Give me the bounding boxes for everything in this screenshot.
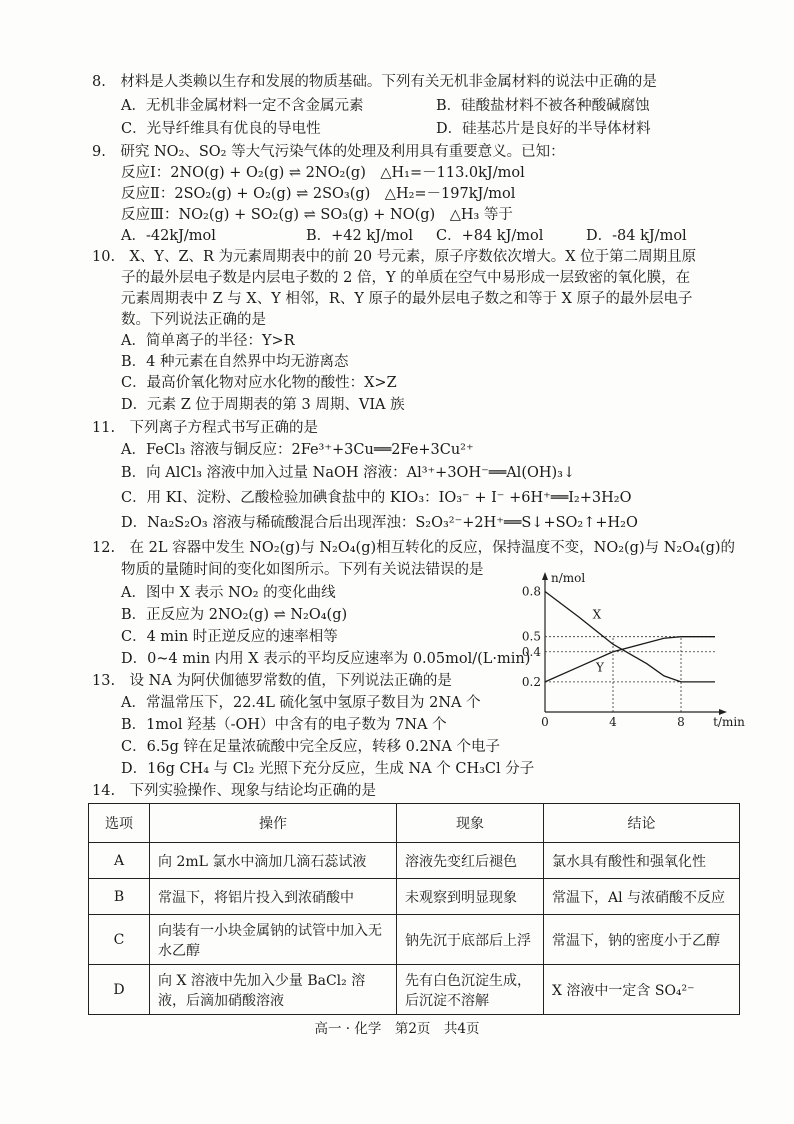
q12-option-a: A．图中 X 表示 NO₂ 的变化曲线 <box>121 585 336 601</box>
y-tick-label: 0.4 <box>521 644 541 659</box>
chart-gridlines <box>545 637 715 712</box>
q13-stem: 13. 设 NA 为阿伏伽德罗常数的值，下列说法正确的是 <box>92 673 452 689</box>
q11-option-c: C．用 KI、淀粉、乙酸检验加碘食盐中的 KIO₃：IO₃⁻ + I⁻ +6H⁺══I₂+3H₂O <box>121 490 632 506</box>
y-tick-label: 0.2 <box>521 674 541 689</box>
page-footer: 高一 · 化学 第2页 共4页 <box>314 1021 480 1037</box>
q9-option-d: D．-84 kJ/mol <box>586 228 687 244</box>
q9-reaction-3: 反应Ⅲ：NO₂(g) + SO₂(g) ⇌ SO₃(g) + NO(g) △H₃ 等于 <box>121 207 513 223</box>
y-tick-label: 0.5 <box>521 629 541 644</box>
q10-option-c: C．最高价氧化物对应水化物的酸性：X>Z <box>121 375 397 391</box>
q12-stem-line-1: 12. 在 2L 容器中发生 NO₂(g)与 N₂O₄(g)相互转化的反应，保持温度不变，NO₂(g)与 N₂O₄(g)的 <box>92 540 736 556</box>
row-a-operation: 向 2mL 氯水中滴加几滴石蕊试液 <box>150 843 397 879</box>
q10-stem-line-3: 元素周期表中 Z 与 X、Y 相邻，R、Y 原子的最外层电子数之和等于 X 原子的最外层电子 <box>121 291 693 307</box>
table-header-row <box>89 804 740 843</box>
q9-reaction-2: 反应Ⅱ：2SO₂(g) + O₂(g) ⇌ 2SO₃(g) △H₂=－197kJ/mol <box>121 186 516 202</box>
q12-option-c: C．4 min 时正逆反应的速率相等 <box>121 629 338 645</box>
chart-labels <box>522 571 745 729</box>
q10-option-a: A．简单离子的半径：Y>R <box>121 333 295 349</box>
q13-option-b: B．1mol 羟基（-OH）中含有的电子数为 7NA 个 <box>121 717 447 733</box>
q10-stem-line-1: 10. X、Y、Z、R 为元素周期表中的前 20 号元素，原子序数依次增大。X 位于第二周期且原 <box>92 249 697 265</box>
q8-option-c: C．光导纤维具有优良的导电性 <box>121 121 321 137</box>
header-conclusion: 结论 <box>544 804 740 843</box>
x-tick-label: 8 <box>677 715 685 729</box>
x-tick-label: 0 <box>541 715 549 729</box>
row-c-operation: 向装有一小块金属钠的试管中加入无水乙醇 <box>150 915 397 965</box>
q11-option-a: A．FeCl₃ 溶液与铜反应：2Fe³⁺+3Cu══2Fe+3Cu²⁺ <box>121 442 474 458</box>
header-phenomenon: 现象 <box>397 804 544 843</box>
table-row <box>89 915 740 965</box>
row-a-option: A <box>89 843 150 879</box>
table-row <box>89 879 740 915</box>
y-axis-arrow <box>542 572 548 580</box>
q10-stem-line-2: 子的最外层电子数是内层电子数的 2 倍，Y 的单质在空气中易形成一层致密的氧化膜，在 <box>121 270 691 286</box>
q12-option-b: B．正反应为 2NO₂(g) ⇌ N₂O₄(g) <box>121 607 348 623</box>
table-row <box>89 843 740 879</box>
q8-option-d: D．硅基芯片是良好的半导体材料 <box>436 121 651 137</box>
q9-option-b: B．+42 kJ/mol <box>306 228 413 244</box>
row-c-phenomenon: 钠先沉于底部后上浮 <box>397 915 544 965</box>
x-tick-label: 4 <box>609 715 617 729</box>
q12-chart <box>510 571 745 729</box>
q10-option-d: D．元素 Z 位于周期表的第 3 周期、VIA 族 <box>121 397 405 413</box>
q12-option-d: D．0~4 min 内用 X 表示的平均反应速率为 0.05mol/(L·min) <box>121 651 531 667</box>
q14-stem: 14. 下列实验操作、现象与结论均正确的是 <box>92 783 377 799</box>
series-label-X: X <box>592 607 602 622</box>
y-axis-label: n/mol <box>551 571 586 585</box>
q9-reaction-1: 反应Ⅰ：2NO(g) + O₂(g) ⇌ 2NO₂(g) △H₁=－113.0kJ/mol <box>121 165 525 181</box>
table-row <box>89 965 740 1015</box>
y-tick-label: 0.8 <box>521 584 541 599</box>
series-line-Y <box>545 637 715 682</box>
row-d-option: D <box>89 965 150 1015</box>
q14-table <box>88 803 740 1015</box>
q9-stem: 9. 研究 NO₂、SO₂ 等大气污染气体的处理及利用具有重要意义。已知： <box>92 144 565 160</box>
q11-option-b: B．向 AlCl₃ 溶液中加入过量 NaOH 溶液：Al³⁺+3OH⁻══Al(OH)₃↓ <box>121 465 576 481</box>
series-label-Y: Y <box>596 660 604 675</box>
q8-option-b: B．硅酸盐材料不被各种酸碱腐蚀 <box>436 98 650 114</box>
q10-option-b: B．4 种元素在自然界中均无游离态 <box>121 354 349 370</box>
row-d-conclusion: X 溶液中一定含 SO₄²⁻ <box>544 965 740 1015</box>
row-a-conclusion: 氯水具有酸性和强氧化性 <box>544 843 740 879</box>
row-b-operation: 常温下，将铝片投入到浓硝酸中 <box>150 879 397 915</box>
row-d-operation: 向 X 溶液中先加入少量 BaCl₂ 溶液，后滴加硝酸溶液 <box>150 965 397 1015</box>
row-c-option: C <box>89 915 150 965</box>
x-axis-label: t/min <box>713 715 745 729</box>
q11-stem: 11. 下列离子方程式书写正确的是 <box>92 420 319 436</box>
q8-option-a: A．无机非金属材料一定不含金属元素 <box>121 98 364 114</box>
q9-option-c: C．+84 kJ/mol <box>436 228 544 244</box>
row-d-phenomenon: 先有白色沉淀生成，后沉淀不溶解 <box>397 965 544 1015</box>
chart-axes <box>542 572 727 715</box>
q13-option-a: A．常温常压下，22.4L 硫化氢中氢原子数目为 2NA 个 <box>121 695 481 711</box>
row-b-option: B <box>89 879 150 915</box>
row-c-conclusion: 常温下，钠的密度小于乙醇 <box>544 915 740 965</box>
q13-option-d: D．16g CH₄ 与 Cl₂ 光照下充分反应，生成 NA 个 CH₃Cl 分子 <box>121 761 535 777</box>
q9-option-a: A．-42kJ/mol <box>121 228 216 244</box>
q11-option-d: D．Na₂S₂O₃ 溶液与稀硫酸混合后出现浑浊：S₂O₃²⁻+2H⁺══S↓+SO₂↑+H₂O <box>121 515 638 531</box>
row-b-phenomenon: 未观察到明显现象 <box>397 879 544 915</box>
q13-option-c: C．6.5g 锌在足量浓硫酸中完全反应，转移 0.2NA 个电子 <box>121 739 500 755</box>
q12-stem-line-2: 物质的量随时间的变化如图所示。下列有关说法错误的是 <box>121 562 484 578</box>
row-b-conclusion: 常温下，Al 与浓硝酸不反应 <box>544 879 740 915</box>
header-operation: 操作 <box>150 804 397 843</box>
row-a-phenomenon: 溶液先变红后褪色 <box>397 843 544 879</box>
q8-stem: 8. 材料是人类赖以生存和发展的物质基础。下列有关无机非金属材料的说法中正确的是 <box>92 74 657 90</box>
q10-stem-line-4: 数。下列说法正确的是 <box>121 312 266 328</box>
header-option: 选项 <box>89 804 150 843</box>
